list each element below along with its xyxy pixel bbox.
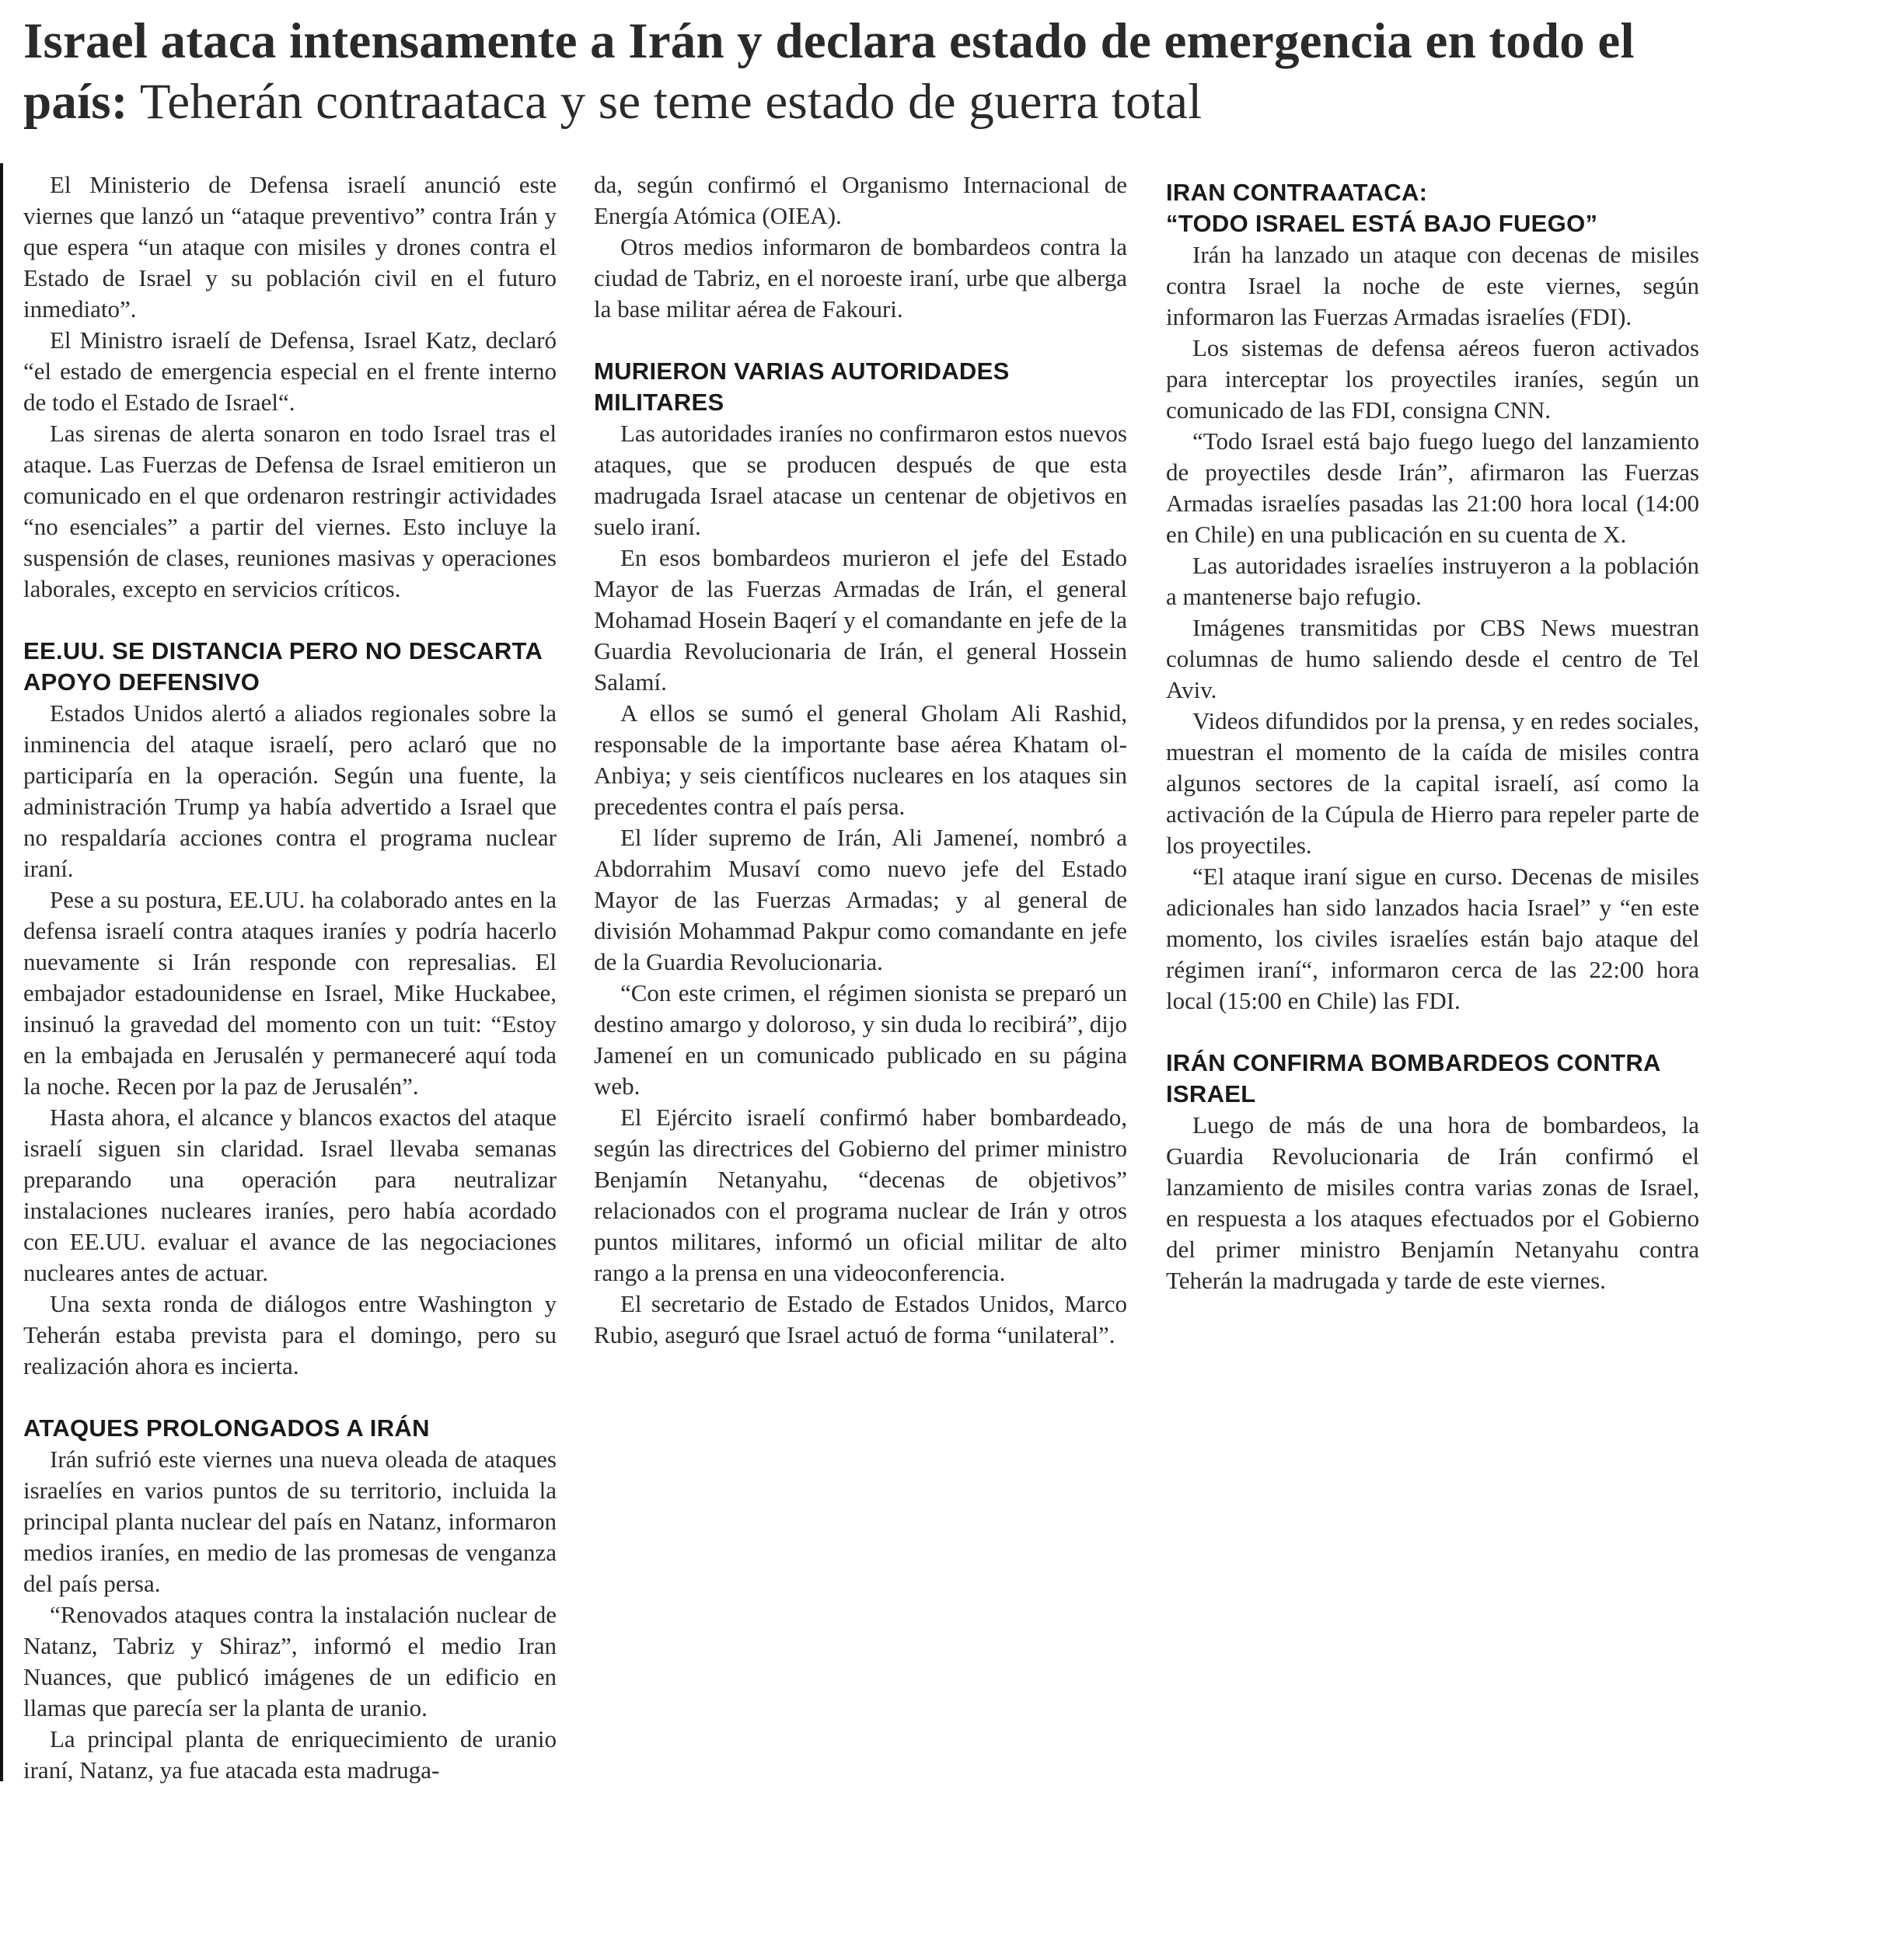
heading-line: “TODO ISRAEL ESTÁ BAJO FUEGO” — [1166, 210, 1598, 237]
article-column-3 — [1166, 169, 1699, 1296]
paragraph: El líder supremo de Irán, Ali Jameneí, nombró a Abdorrahim Musaví como nuevo jefe del Estado Mayor de las Fuerzas Armadas; y al general de división Mohammad Pakpur como comandante en jefe de la Guardia Revolucionaria. — [594, 824, 1127, 975]
paragraph: El Ministro israelí de Defensa, Israel Katz, declaró “el estado de emergencia especial en el frente interno de todo el Estado de Israel“. — [23, 326, 557, 416]
paragraph: “Todo Israel está bajo fuego luego del lanzamiento de proyectiles desde Irán”, afirmaron las Fuerzas Armadas israelíes pasadas las 21:00 hora local (14:00 en Chile) en una publicación en su cuenta de X. — [1166, 427, 1699, 548]
paragraph: Pese a su postura, EE.UU. ha colaborado antes en la defensa israelí contra ataques iraníes y podría hacerlo nuevamente si Irán responde con represalias. El embajador estadounidense en Israel, Mike Huckabee, insinuó la gravedad del momento con un tuit: “Estoy en la embajada en Jerusalén y permaneceré aquí toda la noche. Recen por la paz de Jerusalén”. — [23, 886, 557, 1100]
paragraph: A ellos se sumó el general Gholam Ali Rashid, responsable de la importante base aérea Khatam ol-Anbiya; y seis científicos nucleares en los ataques sin precedentes contra el país persa. — [594, 699, 1127, 820]
headline — [23, 11, 1710, 132]
paragraph: Estados Unidos alertó a aliados regionales sobre la inminencia del ataque israelí, pero aclaró que no participaría en la operación. Según una fuente, la administración Trump ya había advertido a Israel que no respaldaría acciones contra el programa nuclear iraní. — [23, 699, 557, 882]
paragraph: Irán ha lanzado un ataque con decenas de misiles contra Israel la noche de este viernes, según informaron las Fuerzas Armadas israelíes (FDI). — [1166, 241, 1699, 330]
paragraph: Las autoridades iraníes no confirmaron estos nuevos ataques, que se producen después de que esta madrugada Israel atacase un centenar de objetivos en suelo iraní. — [594, 420, 1127, 540]
paragraph: Imágenes transmitidas por CBS News muestran columnas de humo saliendo desde el centro de Tel Aviv. — [1166, 614, 1699, 703]
paragraph: Una sexta ronda de diálogos entre Washington y Teherán estaba prevista para el domingo, pero su realización ahora es incierta. — [23, 1290, 557, 1379]
article-column-1 — [23, 169, 557, 1786]
paragraph: Luego de más de una hora de bombardeos, la Guardia Revolucionaria de Irán confirmó el lanzamiento de misiles contra varias zonas de Israel, en respuesta a los ataques efectuados por el Gobierno del primer ministro Benjamín Netanyahu contra Teherán la madrugada y tarde de este viernes. — [1166, 1111, 1699, 1294]
paragraph: da, según confirmó el Organismo Internacional de Energía Atómica (OIEA). — [594, 171, 1127, 229]
section-heading-iran-confirms: IRÁN CONFIRMA BOMBARDEOS CONTRA ISRAEL — [1166, 1049, 1660, 1107]
section-heading-usa: EE.UU. SE DISTANCIA PERO NO DESCARTA APOYO DEFENSIVO — [23, 637, 543, 696]
paragraph: La principal planta de enriquecimiento de uranio iraní, Natanz, ya fue atacada esta madruga- — [23, 1725, 557, 1784]
paragraph: El secretario de Estado de Estados Unidos, Marco Rubio, aseguró que Israel actuó de forma “unilateral”. — [594, 1290, 1127, 1348]
paragraph: Las sirenas de alerta sonaron en todo Israel tras el ataque. Las Fuerzas de Defensa de Israel emitieron un comunicado en el que ordenaron restringir actividades “no esenciales” a partir del viernes. Esto incluye la suspensión de clases, reuniones masivas y operaciones laborales, excepto en servicios críticos. — [23, 420, 557, 602]
paragraph: En esos bombardeos murieron el jefe del Estado Mayor de las Fuerzas Armadas de Irán, el general Mohamad Hosein Baqerí y el comandante en jefe de la Guardia Revolucionaria de Irán, el general Hossein Salamí. — [594, 544, 1127, 696]
paragraph: “Con este crimen, el régimen sionista se preparó un destino amargo y doloroso, y sin duda lo recibirá”, dijo Jameneí en un comunicado publicado en su página web. — [594, 979, 1127, 1100]
headline-subtitle: Teherán contraataca y se teme estado de guerra total — [127, 74, 1203, 130]
headline-bold: Israel ataca intensamente a Irán y declara estado de emergencia en todo el país: — [23, 13, 1635, 130]
paragraph: Los sistemas de defensa aéreos fueron activados para interceptar los proyectiles iraníes, según un comunicado de las FDI, consigna CNN. — [1166, 334, 1699, 424]
paragraph: “El ataque iraní sigue en curso. Decenas de misiles adicionales han sido lanzados hacia Israel” y “en este momento, los civiles israelíes están bajo ataque del régimen iraní“, informaron cerca de las 22:00 hora local (15:00 en Chile) las FDI. — [1166, 863, 1699, 1014]
left-column-rule — [0, 163, 3, 1781]
paragraph: Hasta ahora, el alcance y blancos exactos del ataque israelí siguen sin claridad. Israel llevaba semanas preparando una operación para neutralizar instalaciones nucleares iraníes, pero había acordado con EE.UU. evaluar el avance de las negociaciones nucleares antes de actuar. — [23, 1104, 557, 1286]
paragraph: Otros medios informaron de bombardeos contra la ciudad de Tabriz, en el noroeste iraní, urbe que alberga la base militar aérea de Fakouri. — [594, 233, 1127, 323]
paragraph: Las autoridades israelíes instruyeron a la población a mantenerse bajo refugio. — [1166, 552, 1699, 610]
paragraph: El Ministerio de Defensa israelí anunció este viernes que lanzó un “ataque preventivo” contra Irán y que espera “un ataque con misiles y drones contra el Estado de Israel y su población civil en el futuro inmediato”. — [23, 171, 557, 323]
section-heading-attacks: ATAQUES PROLONGADOS A IRÁN — [23, 1414, 430, 1442]
heading-line: IRAN CONTRAATACA: — [1166, 179, 1428, 206]
section-heading-counterattack — [1166, 177, 1699, 239]
paragraph: “Renovados ataques contra la instalación nuclear de Natanz, Tabriz y Shiraz”, informó el medio Iran Nuances, que publicó imágenes de un edificio en llamas que parecía ser la planta de uranio. — [23, 1601, 557, 1721]
paragraph: Irán sufrió este viernes una nueva oleada de ataques israelíes en varios puntos de su territorio, incluida la principal planta nuclear del país en Natanz, informaron medios iraníes, en medio de las promesas de venganza del país persa. — [23, 1446, 557, 1597]
article-column-2 — [594, 169, 1127, 1351]
paragraph: Videos difundidos por la prensa, y en redes sociales, muestran el momento de la caída de misiles contra algunos sectores de la capital israelí, así como la activación de la Cúpula de Hierro para repeler parte de los proyectiles. — [1166, 707, 1699, 859]
paragraph: El Ejército israelí confirmó haber bombardeado, según las directrices del Gobierno del primer ministro Benjamín Netanyahu, “decenas de objetivos” relacionados con el programa nuclear de Irán y otros puntos militares, informó un oficial militar de alto rango a la prensa en una videoconferencia. — [594, 1104, 1127, 1286]
section-heading-military: MURIERON VARIAS AUTORIDADES MILITARES — [594, 357, 1010, 416]
